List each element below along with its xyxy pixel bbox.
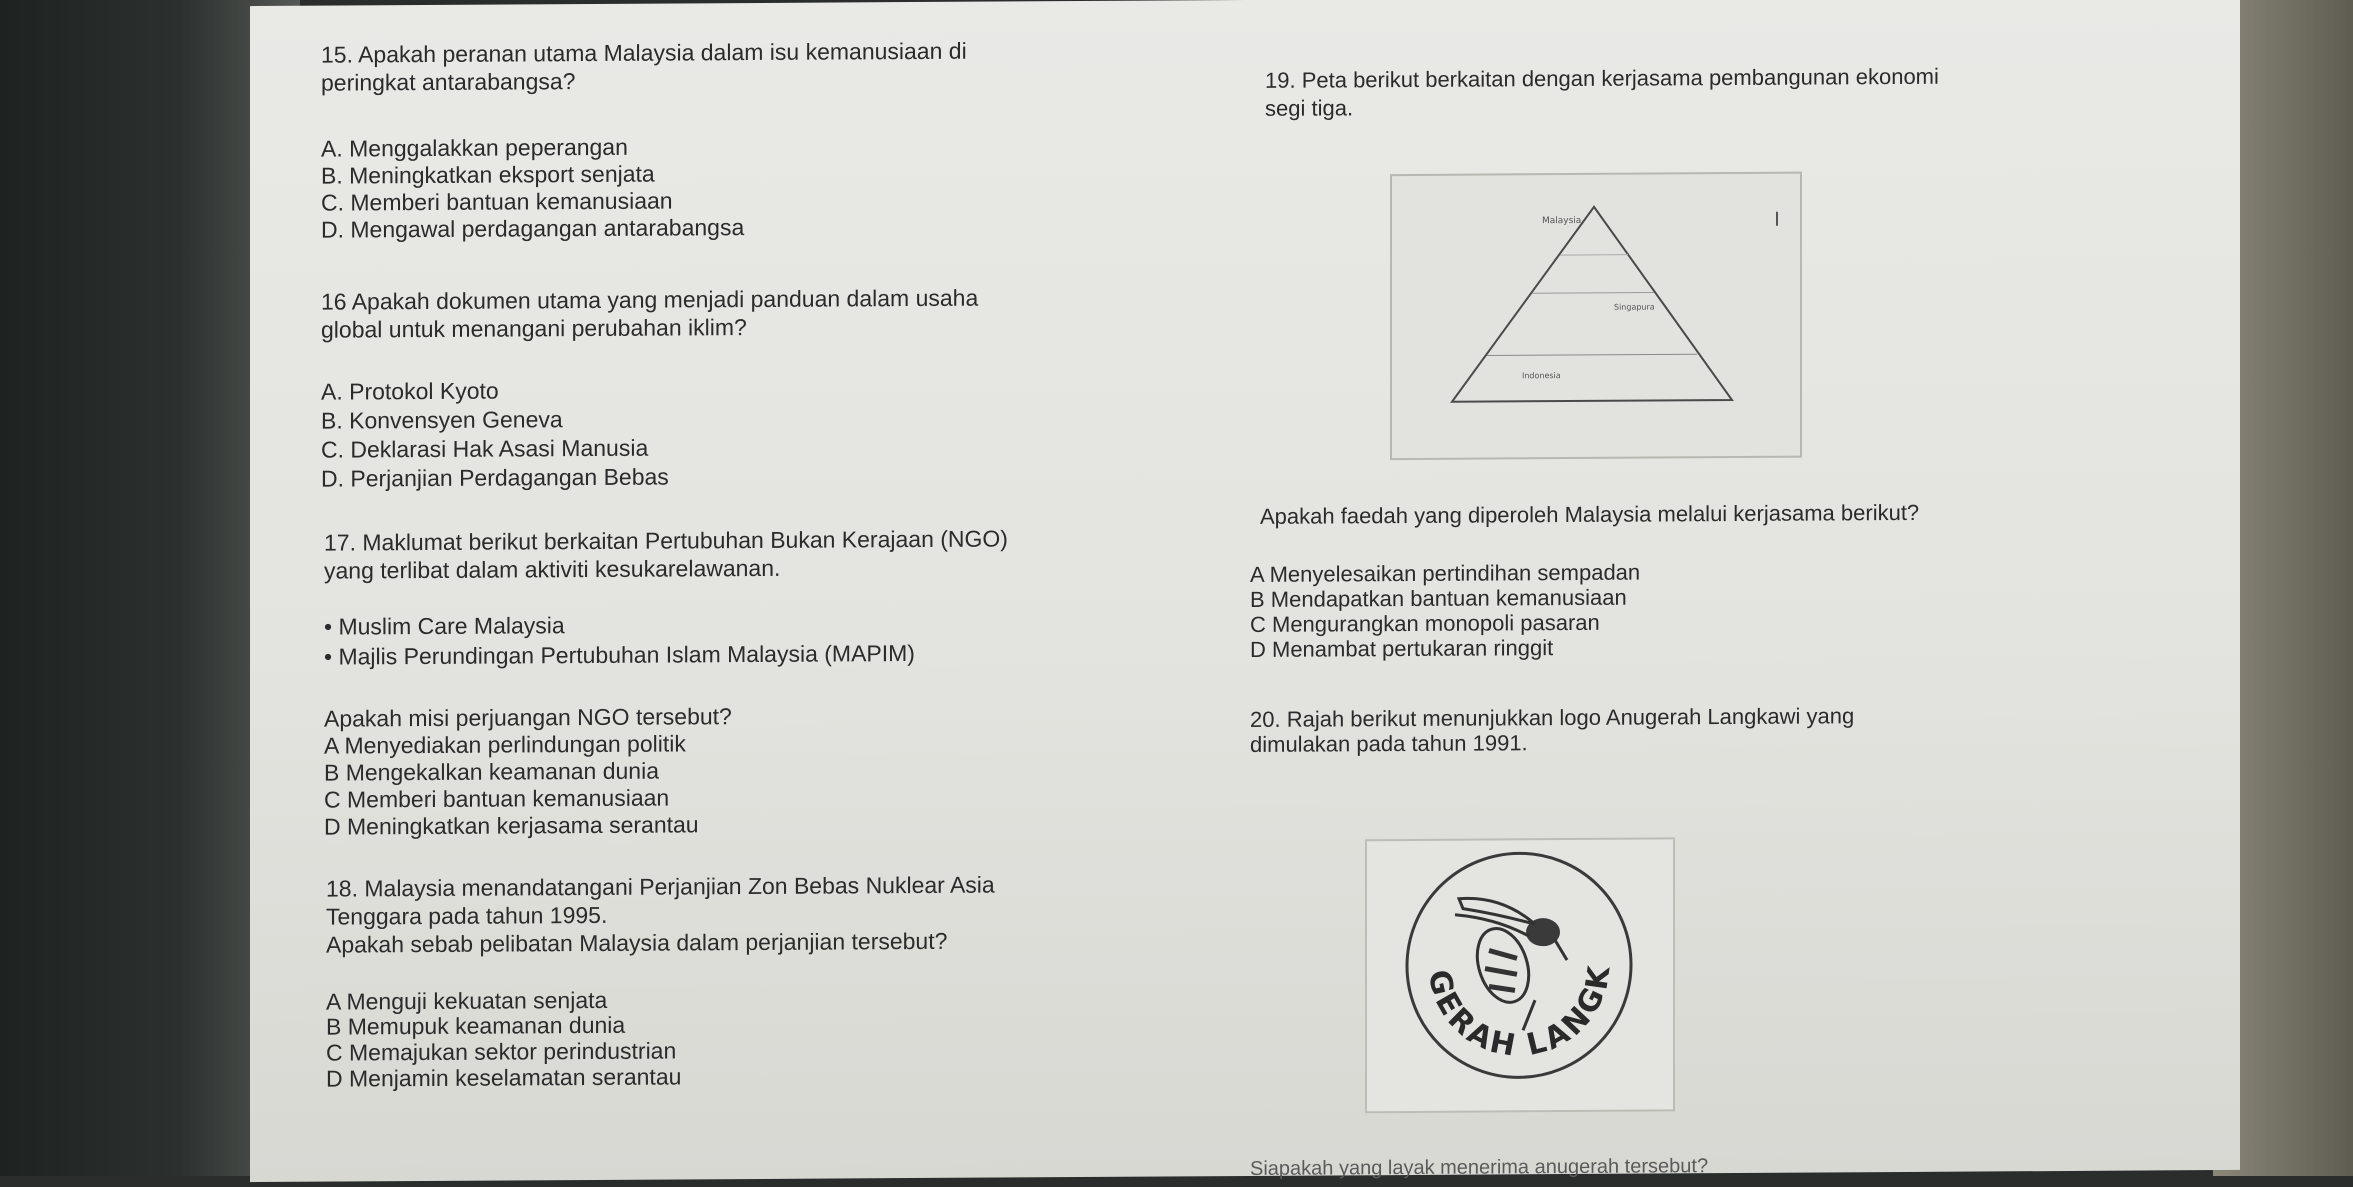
q15-option-c: C. Memberi bantuan kemanusiaan <box>321 187 673 216</box>
q17-option-d: D Meningkatkan kerjasama serantau <box>324 811 699 840</box>
q18-option-b: B Memupuk keamanan dunia <box>326 1012 625 1040</box>
triangle-inner-line-2 <box>1532 293 1654 294</box>
q19-question-line2: segi tiga. <box>1265 95 1353 121</box>
q16-option-d: D. Perjanjian Perdagangan Bebas <box>321 464 669 493</box>
q15-question-line2: peringkat antarabangsa? <box>321 68 575 96</box>
q20-question-line2: dimulakan pada tahun 1991. <box>1250 730 1528 757</box>
triangle-map-figure <box>1390 172 1802 461</box>
q15-option-b: B. Meningkatkan eksport senjata <box>321 161 655 189</box>
q19-option-c: C Mengurangkan monopoli pasaran <box>1250 610 1600 637</box>
q19-option-a: A Menyelesaikan pertindihan sempadan <box>1250 560 1640 588</box>
q18-question-line2: Tenggara pada tahun 1995. <box>326 902 607 930</box>
q19-sub-question: Apakah faedah yang diperoleh Malaysia melalui kerjasama berikut? <box>1260 500 1919 529</box>
q17-question-line2: yang terlibat dalam aktiviti kesukarelawanan. <box>324 555 780 584</box>
q16-option-c: C. Deklarasi Hak Asasi Manusia <box>321 435 648 463</box>
q16-option-a: A. Protokol Kyoto <box>321 378 499 406</box>
q15-option-d: D. Mengawal perdagangan antarabangsa <box>321 214 744 243</box>
triangle-inner-line <box>1487 354 1697 355</box>
q16-option-b: B. Konvensyen Geneva <box>321 406 563 434</box>
label-malaysia: Malaysia <box>1542 216 1581 226</box>
q18-option-d: D Menjamin keselamatan serantau <box>326 1063 681 1092</box>
q19-option-b: B Mendapatkan bantuan kemanusiaan <box>1250 585 1627 613</box>
q17-option-a: A Menyediakan perlindungan politik <box>324 730 686 759</box>
q17-question-line1: 17. Maklumat berikut berkaitan Pertubuhan Bukan Kerajaan (NGO) <box>324 525 1008 556</box>
q17-bullet-2: • Majlis Perundingan Pertubuhan Islam Malaysia (MAPIM) <box>324 640 915 670</box>
exam-paper <box>250 0 2240 1182</box>
logo-figure <box>1365 837 1675 1113</box>
q19-question-line1: 19. Peta berikut berkaitan dengan kerjasama pembangunan ekonomi <box>1265 64 1939 93</box>
growth-triangle <box>1452 206 1732 402</box>
triangle-diagram <box>1392 174 1800 458</box>
label-indonesia: Indonesia <box>1522 371 1561 380</box>
q20-question-line1: 20. Rajah berikut menunjukkan logo Anugerah Langkawi yang <box>1250 703 1854 732</box>
q20-cut-off-line: Siapakah yang layak menerima anugerah tersebut? <box>1250 1155 1708 1181</box>
q16-question-line2: global untuk menangani perubahan iklim? <box>321 314 747 343</box>
q18-question-line1: 18. Malaysia menandatangani Perjanjian Zon Bebas Nuklear Asia <box>326 872 995 903</box>
q16-question-line1: 16 Apakah dokumen utama yang menjadi panduan dalam usaha <box>321 285 978 315</box>
label-singapura: Singapura <box>1614 302 1655 311</box>
q18-option-a: A Menguji kekuatan senjata <box>326 987 607 1015</box>
q18-option-c: C Memajukan sektor perindustrian <box>326 1037 676 1066</box>
q17-bullet-2-text: Majlis Perundingan Pertubuhan Islam Malaysia (MAPIM) <box>338 640 915 670</box>
q15-question-line1: 15. Apakah peranan utama Malaysia dalam isu kemanusiaan di <box>321 38 967 68</box>
logo-text-arc: ANUGERAH LANGKAWI <box>1367 839 1618 1065</box>
q17-bullet-1-text: Muslim Care Malaysia <box>338 612 564 639</box>
q18-question-line3: Apakah sebab pelibatan Malaysia dalam perjanjian tersebut? <box>326 928 947 958</box>
q17-bullet-1: • Muslim Care Malaysia <box>324 612 565 640</box>
q15-option-a: A. Menggalakkan peperangan <box>321 134 628 162</box>
q19-option-d: D Menambat pertukaran ringgit <box>1250 635 1553 662</box>
q17-option-b: B Mengekalkan keamanan dunia <box>324 758 659 786</box>
anugerah-langkawi-logo <box>1367 839 1673 1111</box>
q17-sub-question: Apakah misi perjuangan NGO tersebut? <box>324 703 732 732</box>
q17-option-c: C Memberi bantuan kemanusiaan <box>324 785 669 814</box>
